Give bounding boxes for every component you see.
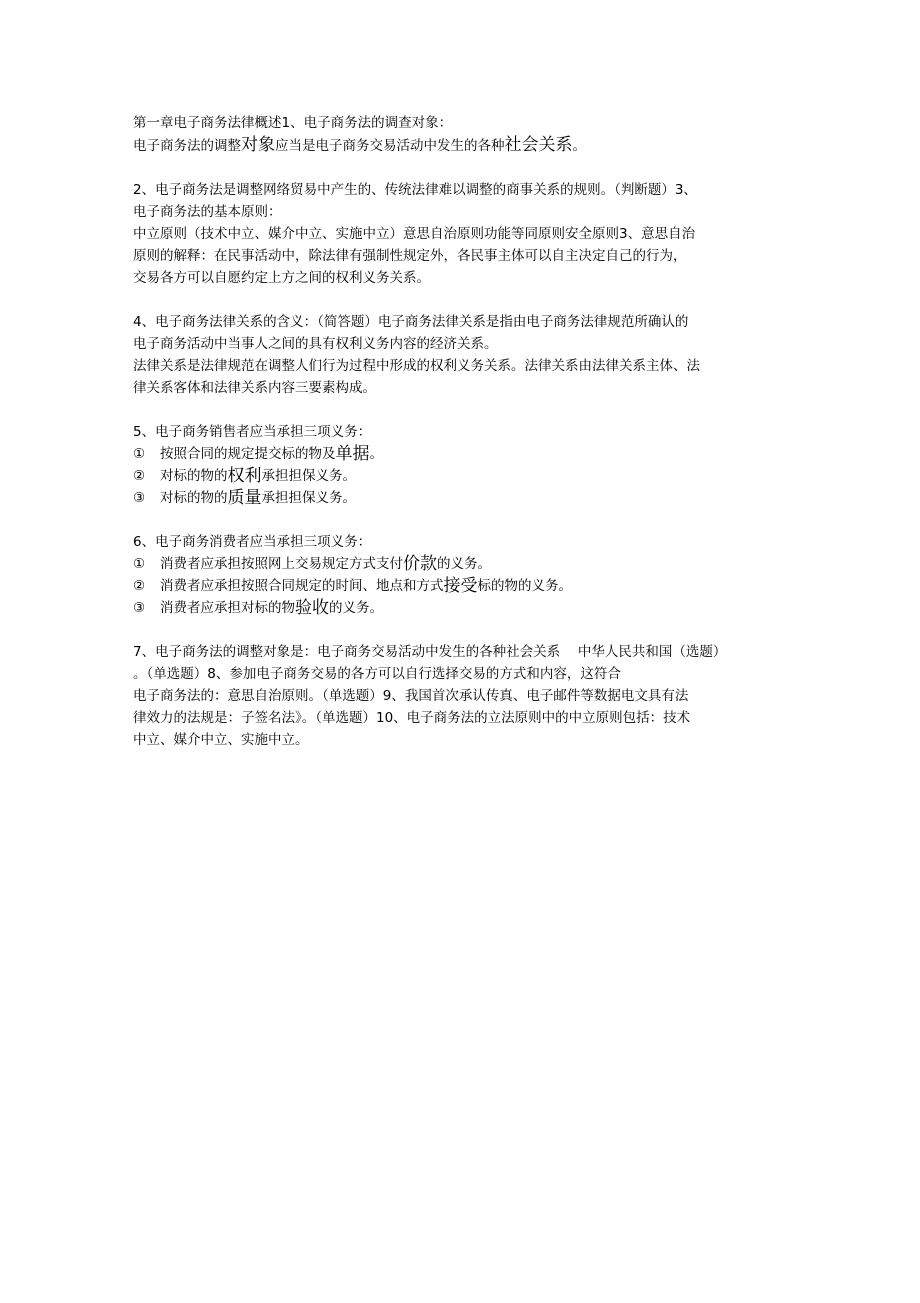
paragraph-7-line-1: 7、电子商务法的调整对象是：电子商务交易活动中发生的各种社会关系 中华人民共和国（选题）	[133, 644, 727, 660]
paragraph-4-line-2: 电子商务活动中当事人之间的具有权利义务内容的经济关系。	[133, 336, 498, 352]
chapter-heading: 第一章电子商务法律概述1、电子商务法的调查对象：	[133, 115, 453, 131]
paragraph-4-line-3: 法律关系是法律规范在调整人们行为过程中形成的权利义务关系。法律关系由法律关系主体、法	[133, 358, 700, 374]
text: 的义务。	[329, 600, 383, 616]
circled-number: ①	[133, 446, 146, 462]
list-item	[133, 487, 793, 509]
emphasis-text: 价款	[403, 554, 437, 574]
section-5-heading: 5、电子商务销售者应当承担三项义务：	[133, 424, 372, 440]
paragraph-2-line-4: 原则的解释：在民事活动中，除法律有强制性规定外，各民事主体可以自主决定自己的行为，	[133, 248, 687, 264]
text: 标的物的义务。	[477, 578, 572, 594]
paragraph-1	[133, 134, 793, 157]
text: 的义务。	[437, 556, 491, 572]
emphasis-text: 社会关系	[504, 135, 573, 155]
emphasis-text: 对象	[241, 135, 275, 155]
list-item	[133, 553, 793, 575]
paragraph-2-line-1: 2、电子商务法是调整网络贸易中产生的、传统法律难以调整的商事关系的规则。（判断题）3、	[133, 182, 697, 198]
text: 。	[369, 446, 383, 462]
text: 应当是电子商务交易活动中发生的各种	[275, 138, 505, 154]
text: 对标的物的	[160, 490, 228, 506]
paragraph-2-line-5: 交易各方可以自愿约定上方之间的权利义务关系。	[133, 270, 430, 286]
text: 消费者应承担按照合同规定的时间、地点和方式	[160, 578, 444, 594]
list-item	[133, 575, 793, 597]
circled-number: ③	[133, 490, 146, 506]
circled-number: ①	[133, 556, 146, 572]
paragraph-4-line-4: 律关系客体和法律关系内容三要素构成。	[133, 380, 376, 396]
text: 电子商务法的调整	[133, 138, 241, 154]
emphasis-text: 权利	[227, 466, 262, 486]
circled-number: ②	[133, 578, 146, 594]
text: 。	[572, 138, 586, 154]
section-6-heading: 6、电子商务消费者应当承担三项义务：	[133, 534, 372, 550]
text: 承担担保义务。	[261, 490, 356, 506]
text: 消费者应承担按照网上交易规定方式支付	[160, 556, 403, 572]
text: 对标的物的	[160, 468, 228, 484]
paragraph-7-line-5: 中立、媒介中立、实施中立。	[133, 732, 309, 748]
list-item	[133, 443, 793, 465]
paragraph-7-line-3: 电子商务法的：意思自治原则。（单选题）9、我国首次承认传真、电子邮件等数据电文具有法	[133, 688, 689, 704]
emphasis-text: 单据	[335, 444, 370, 464]
circled-number: ③	[133, 600, 146, 616]
text: 承担担保义务。	[261, 468, 356, 484]
emphasis-text: 验收	[295, 598, 329, 618]
circled-number: ②	[133, 468, 146, 484]
paragraph-2-line-2: 电子商务法的基本原则：	[133, 204, 282, 220]
document-body	[133, 112, 793, 751]
paragraph-7-line-2: 。（单选题）8、参加电子商务交易的各方可以自行选择交易的方式和内容，这符合	[133, 666, 621, 682]
paragraph-4-line-1: 4、电子商务法律关系的含义：（简答题）电子商务法律关系是指由电子商务法律规范所确认的	[133, 314, 689, 330]
text: 消费者应承担对标的物	[160, 600, 295, 616]
emphasis-text: 质量	[227, 488, 262, 508]
emphasis-text: 接受	[443, 576, 478, 596]
list-item	[133, 465, 793, 487]
paragraph-2-line-3: 中立原则（技术中立、媒介中立、实施中立）意思自治原则功能等同原则安全原则3、意思自治	[133, 226, 696, 242]
text: 按照合同的规定提交标的物及	[160, 446, 336, 462]
paragraph-7-line-4: 律效力的法规是：子签名法》。（单选题）10、电子商务法的立法原则中的中立原则包括：技术	[133, 710, 691, 726]
list-item	[133, 597, 793, 619]
